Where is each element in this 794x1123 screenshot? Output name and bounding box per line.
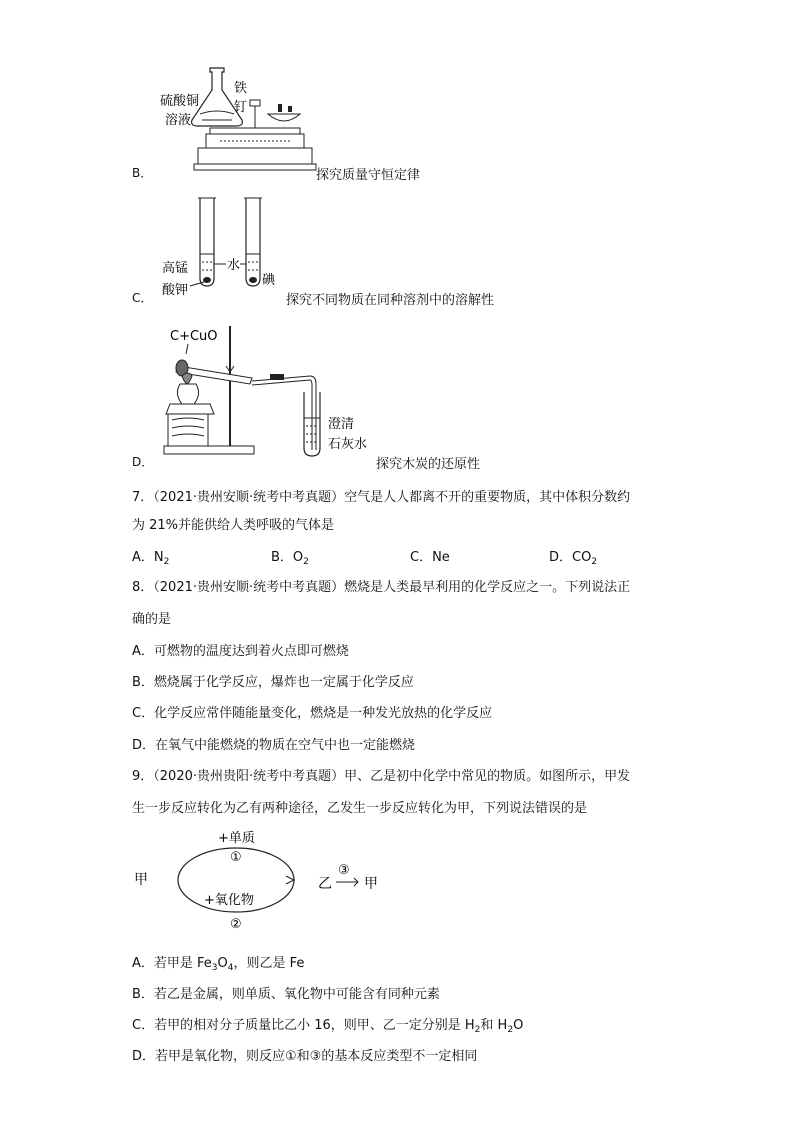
option-b-letter: B． [132, 166, 153, 180]
diagram-jia-left: 甲 [134, 872, 148, 888]
q8-stem-line2: 确的是 [132, 612, 172, 627]
option-c-letter: C． [132, 291, 153, 305]
q7-option-c: C．Ne [410, 550, 450, 565]
label-copper-sulfate-1: 硫酸铜 [160, 94, 200, 109]
label-kmno4-2: 酸钾 [162, 283, 189, 298]
q7-option-b: B．$O_2$ [271, 550, 309, 567]
label-c-cuo: C+CuO [170, 329, 218, 344]
label-water: 水 [227, 258, 241, 273]
label-iron-nail-1: 铁 [234, 81, 248, 96]
diagram-label-element: +单质 [218, 831, 255, 846]
q9-stem-line2: 生一步反应转化为乙有两种途径，乙发生一步反应转化为甲，下列说法错误的是 [132, 801, 588, 816]
diagram-yi: 乙 [318, 876, 332, 892]
label-kmno4-1: 高锰 [162, 261, 189, 276]
option-b-caption: 探究质量守恒定律 [316, 168, 421, 183]
q8-option-a: A．可燃物的温度达到着火点即可燃烧 [132, 644, 349, 659]
label-iron-nail-2: 钉 [234, 100, 248, 115]
diagram-jia-right: 甲 [364, 876, 378, 892]
label-copper-sulfate-2: 溶液 [165, 113, 192, 128]
q7-option-d: D．$CO_2$ [549, 550, 598, 567]
carbon-reduction-apparatus-figure [160, 322, 380, 462]
q9-option-c: C．若甲的相对分子质量比乙小 16，则甲、乙一定分别是 $H_2$和 $H_2O$ [132, 1018, 524, 1035]
q8-option-c: C．化学反应常伴随能量变化，燃烧是一种发光放热的化学反应 [132, 706, 493, 721]
option-c-caption: 探究不同物质在同种溶剂中的溶解性 [286, 293, 495, 308]
q7-stem-line1: 7．（2021·贵州安顺·统考中考真题）空气是人人都离不开的重要物质，其中体积分数约 [132, 490, 631, 505]
q8-stem-line1: 8．（2021·贵州安顺·统考中考真题）燃烧是人类最早利用的化学反应之一。下列说法正 [132, 580, 631, 595]
q9-option-a: A．若甲是 $Fe_3O_4$，则乙是 Fe [132, 956, 305, 973]
q8-option-d: D．在氧气中能燃烧的物质在空气中也一定能燃烧 [132, 738, 416, 753]
diagram-label-oxide: +氧化物 [204, 893, 254, 908]
label-limewater-1: 澄清 [328, 417, 355, 432]
option-d-letter: D． [132, 455, 154, 469]
diagram-circle-2: ② [230, 917, 242, 932]
q9-stem-line1: 9．（2020·贵州贵阳·统考中考真题）甲、乙是初中化学中常见的物质。如图所示，甲发 [132, 769, 631, 784]
q9-option-b: B．若乙是金属，则单质、氧化物中可能含有同种元素 [132, 987, 440, 1002]
test-tubes-figure [160, 194, 290, 304]
diagram-circle-3: ③ [338, 863, 350, 878]
q9-option-d: D．若甲是氧化物，则反应①和③的基本反应类型不一定相同 [132, 1049, 478, 1064]
conversion-diagram [130, 826, 390, 936]
label-limewater-2: 石灰水 [328, 437, 368, 452]
q7-stem-line2: 为 21%并能供给人类呼吸的气体是 [132, 518, 335, 533]
q8-option-b: B．燃烧属于化学反应，爆炸也一定属于化学反应 [132, 675, 414, 690]
option-d-caption: 探究木炭的还原性 [376, 457, 481, 472]
q7-option-a: A．$N_2$ [132, 550, 170, 567]
diagram-circle-1: ① [230, 850, 242, 865]
balance-apparatus-figure [150, 62, 320, 182]
label-iodine: 碘 [262, 273, 276, 288]
